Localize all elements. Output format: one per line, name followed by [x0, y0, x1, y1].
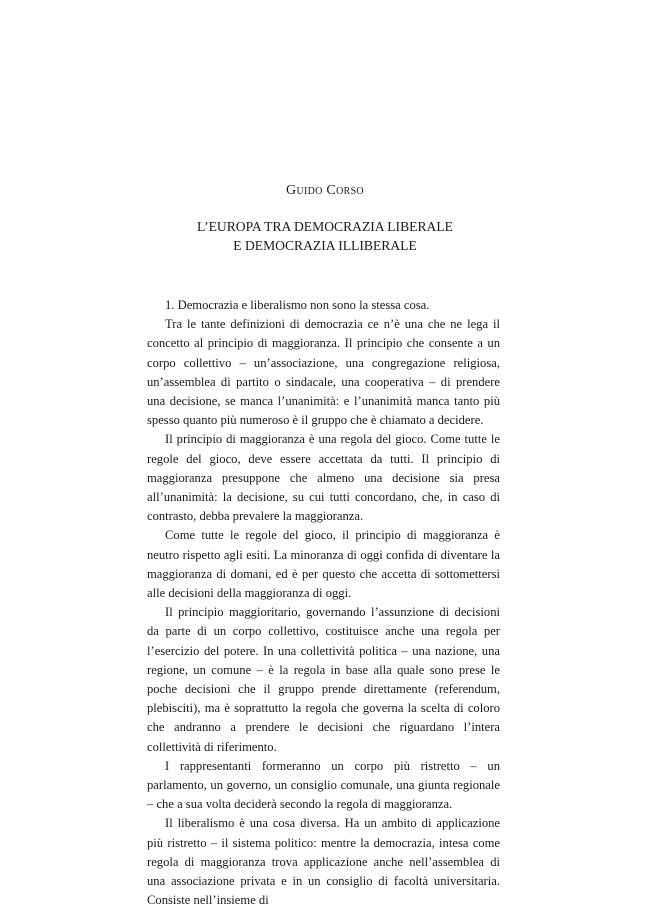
body-paragraph: Il liberalismo è una cosa diversa. Ha un ambito di applicazione più ristretto – il sistema politico: mentre la democrazia, intesa come regola di maggioranza trova applicazione anche nell’assemblea di una associazione privata e in un consiglio di facoltà universitaria. Consiste nell’insieme di [147, 816, 500, 908]
section-heading: 1. Democrazia e liberalismo non sono la stessa cosa. [165, 298, 430, 312]
title-line-1: L’EUROPA TRA DEMOCRAZIA LIBERALE [197, 219, 453, 234]
author-name-text: Guido Corso [286, 183, 364, 198]
body-paragraph: Tra le tante definizioni di democrazia ce n’è una che ne lega il concetto al principio di maggioranza. Il principio che consente a un corpo collettivo – un’associazione, una congregazione religiosa, un’assemblea di partito o sindacale, una cooperativa – di prendere una decisione, se manca l’unanimità: e l’unanimità manca tanto più spesso quanto più numeroso è il gruppo che è chiamato a decidere. [147, 317, 500, 428]
body-paragraph: Come tutte le regole del gioco, il principio di maggioranza è neutro rispetto agli esiti. La minoranza di oggi confida di diventare la maggioranza di domani, ed è per questo che accetta di sottomettersi alle decisioni della maggioranza di oggi. [147, 528, 500, 601]
article-body [147, 296, 500, 911]
article-title [0, 217, 650, 255]
title-line-2: E DEMOCRAZIA ILLIBERALE [233, 238, 417, 253]
body-paragraph: Il principio maggioritario, governando l’assunzione di decisioni da parte di un corpo collettivo, costituisce anche una regola per l’esercizio del potere. In una collettività politica – una nazione, una regione, un comune – è la regola in base alla quale sono prese le poche decisioni che il gruppo prende direttamente (referendum, plebisciti), ma è soprattutto la regola che governa la scelta di coloro che andranno a prendere le decisioni che riguardano l’intera collettività di riferimento. [147, 605, 500, 754]
author-name [0, 183, 650, 199]
body-paragraph: Il principio di maggioranza è una regola del gioco. Come tutte le regole del gioco, deve essere accettata da tutti. Il principio di maggioranza presuppone che almeno una decisione sia presa all’unanimità: la decisione, su cui tutti concordano, che, in caso di contrasto, debba prevalere la maggioranza. [147, 432, 500, 524]
body-paragraph: I rappresentanti formeranno un corpo più ristretto – un parlamento, un governo, un consiglio comunale, una giunta regionale – che a sua volta deciderà secondo la regola di maggioranza. [147, 758, 500, 812]
